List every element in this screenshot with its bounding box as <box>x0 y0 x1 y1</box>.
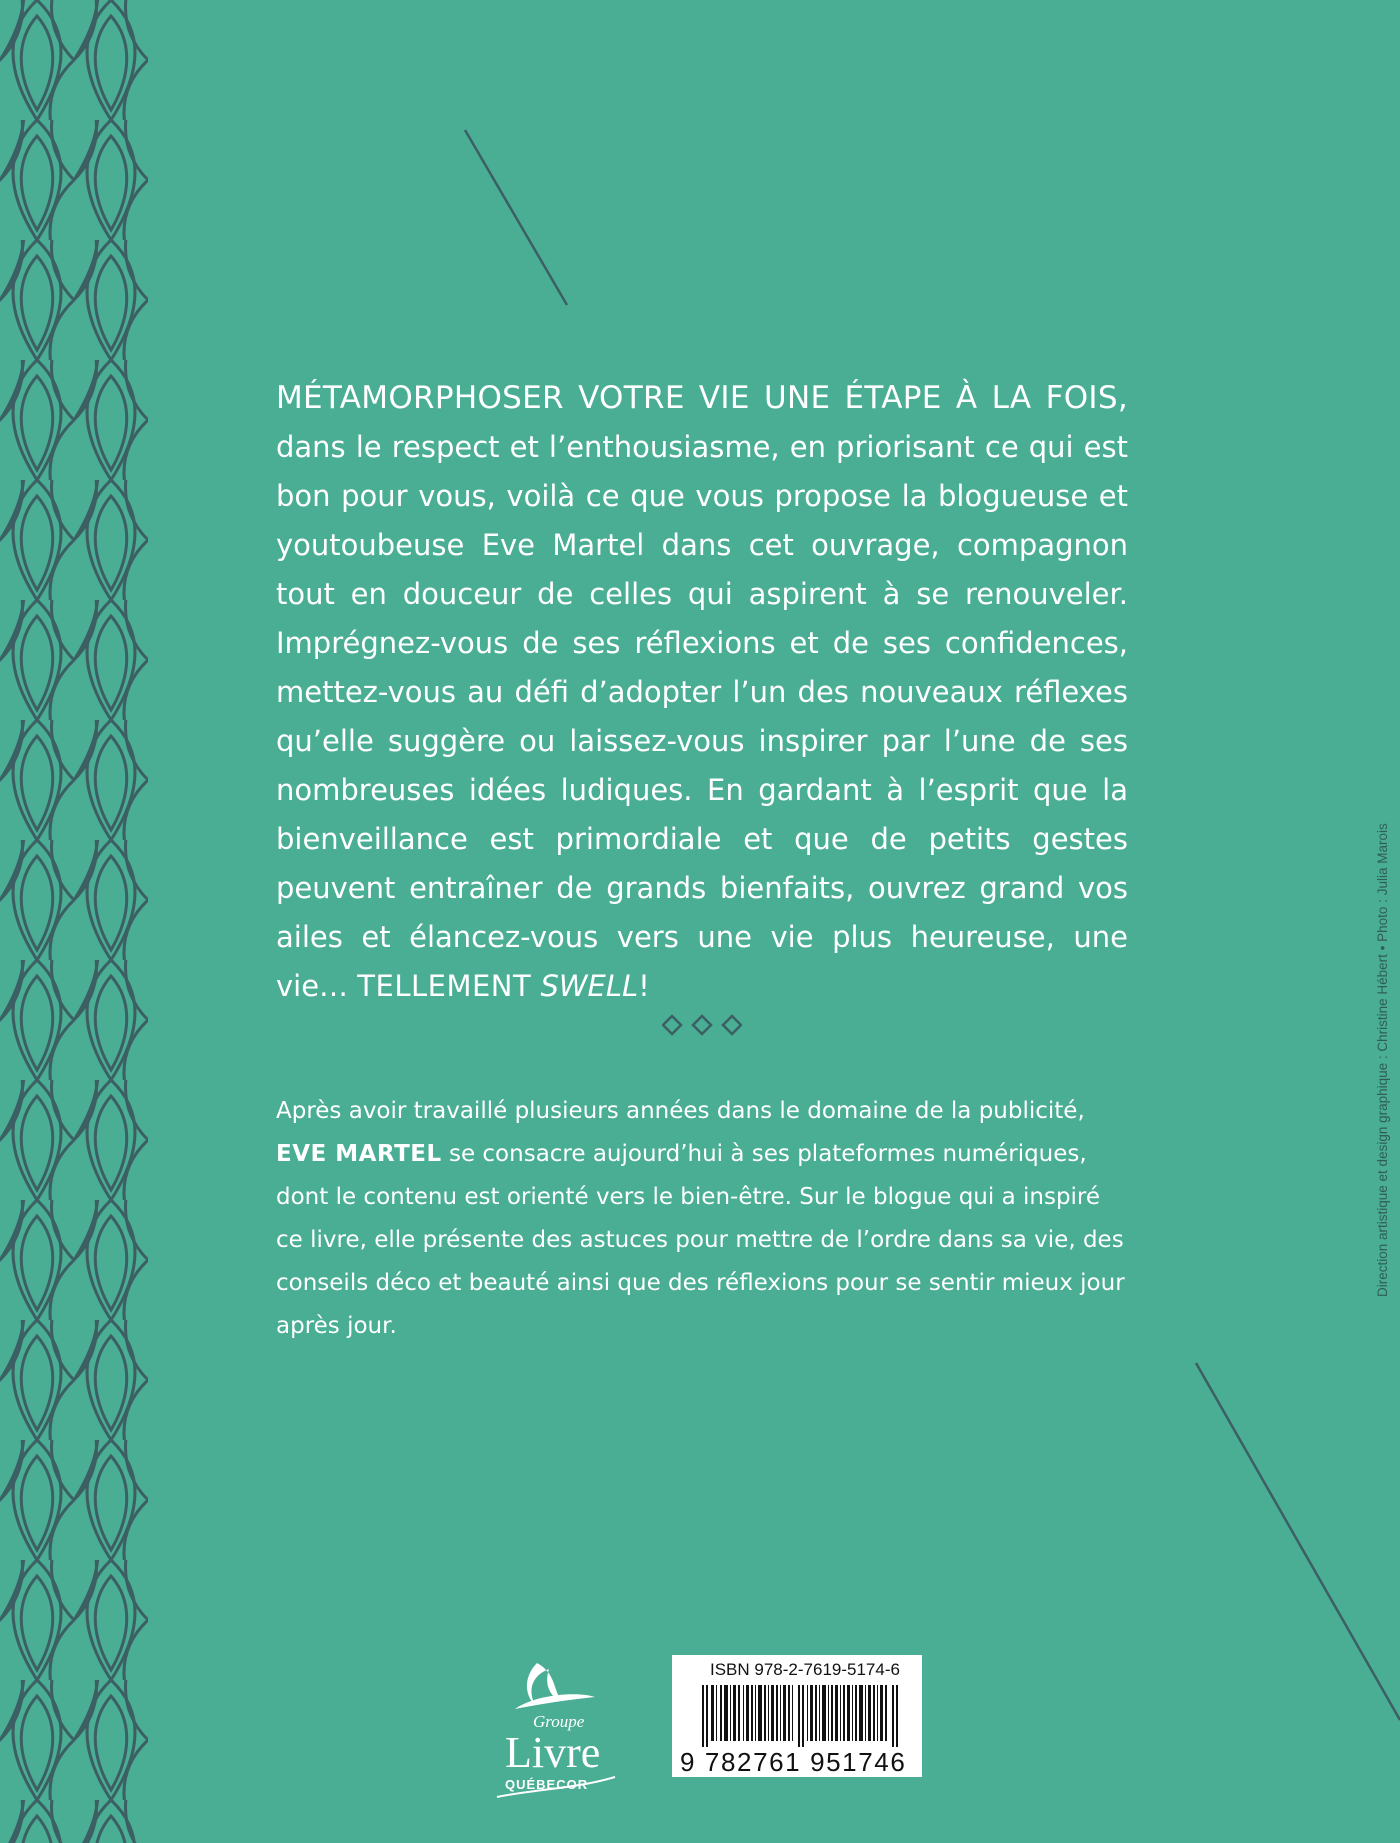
bio-author-name: EVE MARTEL <box>276 1141 442 1167</box>
blurb-lead: MÉTAMORPHOSER VOTRE VIE UNE ÉTAPE À LA FOIS, <box>276 380 1128 416</box>
publisher-logo <box>475 1655 625 1805</box>
blurb-tagline-italic: SWELL <box>540 969 639 1003</box>
isbn-barcode <box>672 1655 922 1777</box>
isbn-digits: 9 782761 951746 <box>680 1747 907 1777</box>
blurb-body: dans le respect et l’enthousiasme, en priorisant ce qui est bon pour vous, voilà ce que vous propose la blogueuse et youtoubeuse Eve Martel dans cet ouvrage, compagnon tout en douceur de celles qui aspirent à se renouveler. Imprégnez-vous de ses réflexions et de ses confidences, mettez-vous au défi d’adopter l’un des nouveaux réflexes qu’elle suggère ou laissez-vous inspirer par l’une de ses nombreuses idées ludiques. En gardant à l’esprit que la bienveillance est primordiale et que de petits gestes peuvent entraîner de grands bienfaits, ouvrez grand vos ailes et élancez-vous vers une vie plus heureuse, une vie… <box>276 430 1128 1003</box>
isbn-label: ISBN 978-2-7619-5174-6 <box>710 1660 900 1679</box>
barcode-bars <box>702 1685 902 1747</box>
blurb-tagline: TELLEMENT <box>357 969 532 1003</box>
publisher-line2: Livre <box>505 1728 601 1777</box>
top-diagonal-line <box>465 130 567 305</box>
publisher-line1: Groupe <box>533 1712 585 1731</box>
bio-body: se consacre aujourd’hui à ses plateformes numériques, dont le contenu est orienté vers le bien-être. Sur le blogue qui a inspiré ce livre, elle présente des astuces pour mettre de l’ordre dans sa vie, des conseils déco et beauté ainsi que des réflexions pour se sentir mieux jour après jour. <box>276 1141 1125 1339</box>
author-bio <box>276 1090 1128 1348</box>
diamond-ornament-icon <box>662 1010 742 1040</box>
bio-intro: Après avoir travaillé plusieurs années dans le domaine de la publicité, <box>276 1098 1085 1124</box>
publisher-line3: QUÉBECOR <box>505 1777 589 1792</box>
bottom-diagonal-line <box>1196 1363 1400 1720</box>
design-credits: Direction artistique et design graphique : Christine Hébert • Photo : Julia Marois <box>1375 823 1390 1297</box>
blurb-tagline-end: ! <box>638 969 650 1003</box>
leaf-pattern-border <box>0 0 148 1843</box>
back-cover-blurb <box>276 374 1128 1011</box>
